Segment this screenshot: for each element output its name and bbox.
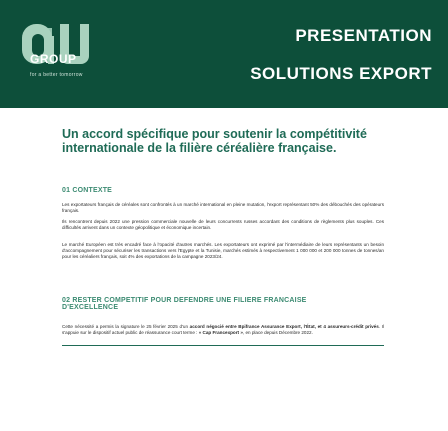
section1-paragraph3: Le marché Européen est très encadré face à l'opacité d'autres marchés. Les exportateurs ont exprimé par l'intermédiaire de leurs représentants un besoin d'accompagnement pour sécuriser les transactions vers l'Egypte et la Tunisie, marchés estimés à respectivement 1 000 000 et 200 000 tonnes de tonnes/an pour les céréaliers français, soit 4% des exportations de la campagne 2023/24. (62, 242, 384, 259)
section2-title-line1: 02 RESTER COMPETITIF POUR DEFENDRE UNE FILIERE FRANCAISE (62, 297, 307, 304)
section2-p1-part-d: . Il s'appuie sur le dispositif actuel public de réassurance court terme : (62, 324, 384, 335)
section2-paragraph1 (62, 324, 384, 336)
document-title-line2: internationale de la filière céréalière française. (62, 141, 337, 155)
document-title (62, 127, 392, 155)
document-title-line1: Un accord spécifique pour soutenir la compétitivité (62, 127, 367, 141)
section2-title (62, 297, 307, 311)
section2-p1-part-f: , en place depuis Décembre 2022. (242, 329, 313, 335)
section1-paragraph2: Ils rencontrent depuis 2022 une pression commerciale nouvelle de leurs concurrents russes accordant des conditions de règlements plus souples. Ces difficultés arrivent dans un contexte géopolitique et économique incertain. (62, 219, 384, 230)
section1-title: 01 CONTEXTE (62, 187, 113, 194)
section2-p1-part-e: « Cap Francexport » (198, 329, 243, 335)
section1-paragraph1: Les exportateurs français de céréales sont confrontés à un marché international en pleine mutation, l'export représentant 50% des débouchés des opérateurs français. (62, 202, 384, 213)
section-divider (62, 345, 384, 346)
logo-text: GROUP (30, 52, 77, 66)
section2-p1-part-b: accord négocié entre Bpifrance Assurance Export (189, 324, 301, 329)
header-banner (0, 0, 448, 108)
logo-tagline: for a better tomorrow (30, 72, 83, 78)
section2-p1-part-a: Cette nécessité a permis la signature le 25 février 2025 d'un (62, 324, 190, 329)
section2-title-line2: D'EXCELLENCE (62, 304, 119, 311)
section2-p1-part-c: , l'État, et 4 assureurs-crédit privés (300, 324, 379, 329)
header-title-line1: PRESENTATION (295, 26, 432, 45)
header-title-line2: SOLUTIONS EXPORT (250, 64, 432, 83)
